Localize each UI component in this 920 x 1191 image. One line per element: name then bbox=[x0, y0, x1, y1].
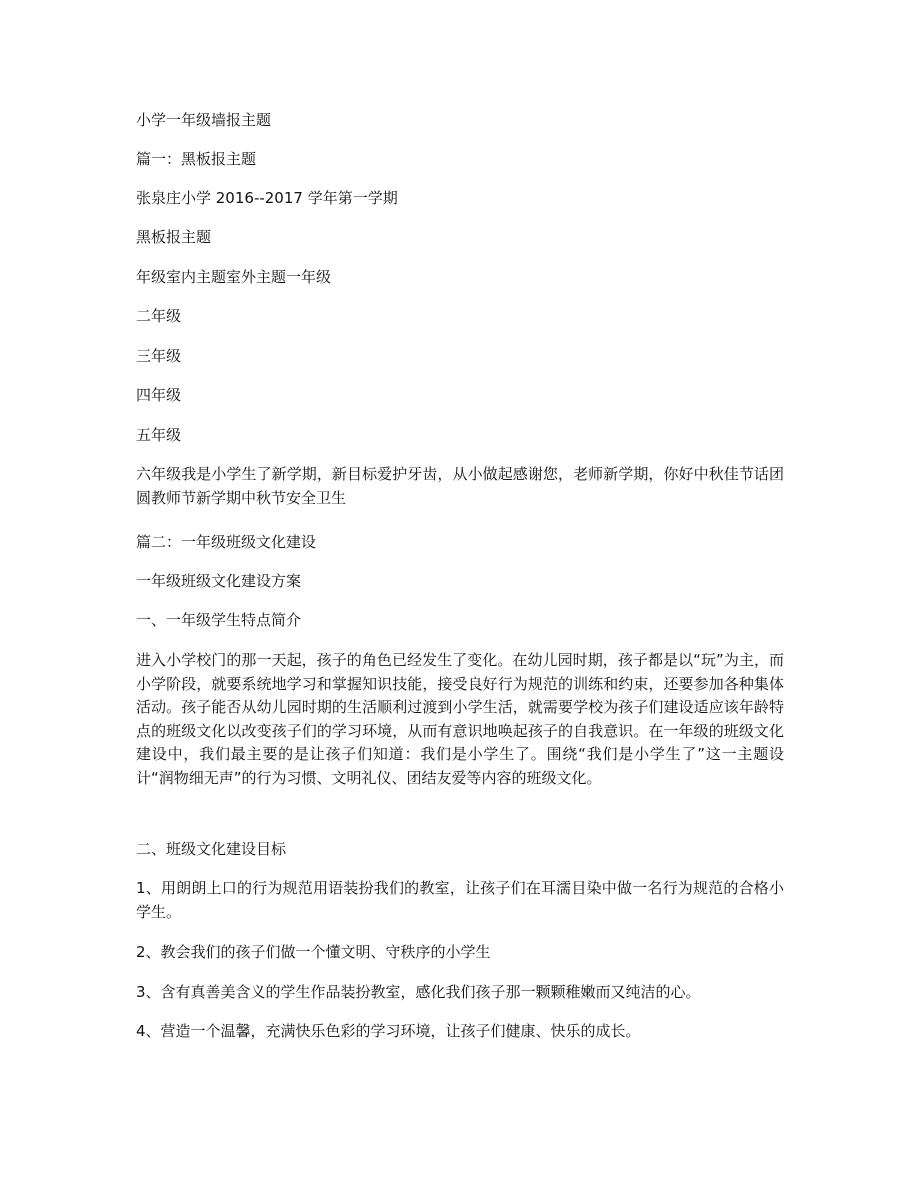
grade-6-topics-paragraph: 六年级我是小学生了新学期，新目标爱护牙齿，从小做起感谢您，老师新学期，你好中秋佳节话团圆教师节新学期中秋节安全卫生 bbox=[136, 465, 784, 507]
grade-4-line: 四年级 bbox=[136, 386, 182, 404]
section1-heading: 一、一年级学生特点简介 bbox=[136, 611, 302, 629]
grade-5-line: 五年级 bbox=[136, 426, 182, 444]
grade-3-line: 三年级 bbox=[136, 347, 182, 365]
goal-item-3: 3、含有真善美含义的学生作品装扮教室，感化我们孩子那一颗颗稚嫩而又纯洁的心。 bbox=[136, 983, 701, 1001]
blackboard-subtitle: 黑板报主题 bbox=[136, 228, 212, 246]
section1-body-paragraph: 进入小学校门的那一天起，孩子的角色已经发生了变化。在幼儿园时期，孩子都是以“玩”为主，而小学阶段，就要系统地学习和掌握知识技能，接受良好行为规范的训练和约束，还要参加各种集体活动。孩子能否从幼儿园时期的生活顺利过渡到小学生活，就需要学校为孩子们建设适应该年龄特点的班级文化以改变孩子们的学习环境，从而有意识地唤起孩子的自我意识。在一年级的班级文化建设中，我们最主要的是让孩子们知道：我们是小学生了。围绕“我们是小学生了”这一主题设计“润物细无声”的行为习惯、文明礼仪、团结友爱等内容的班级文化。 bbox=[136, 651, 784, 787]
part1-heading: 篇一：黑板报主题 bbox=[136, 150, 257, 168]
school-term-line: 张泉庄小学 2016--2017 学年第一学期 bbox=[136, 189, 398, 207]
table-header-line: 年级室内主题室外主题一年级 bbox=[136, 268, 332, 286]
goal-item-2: 2、教会我们的孩子们做一个懂文明、守秩序的小学生 bbox=[136, 943, 491, 961]
goal-item-1: 1、用朗朗上口的行为规范用语装扮我们的教室，让孩子们在耳濡目染中做一名行为规范的合格小学生。 bbox=[136, 879, 784, 921]
grade-2-line: 二年级 bbox=[136, 307, 182, 325]
part2-heading: 篇二：一年级班级文化建设 bbox=[136, 533, 317, 551]
document-title: 小学一年级墙报主题 bbox=[136, 111, 272, 129]
plan-title: 一年级班级文化建设方案 bbox=[136, 572, 302, 590]
goal-item-4: 4、营造一个温馨，充满快乐色彩的学习环境，让孩子们健康、快乐的成长。 bbox=[136, 1022, 641, 1040]
section2-heading: 二、班级文化建设目标 bbox=[136, 840, 287, 858]
